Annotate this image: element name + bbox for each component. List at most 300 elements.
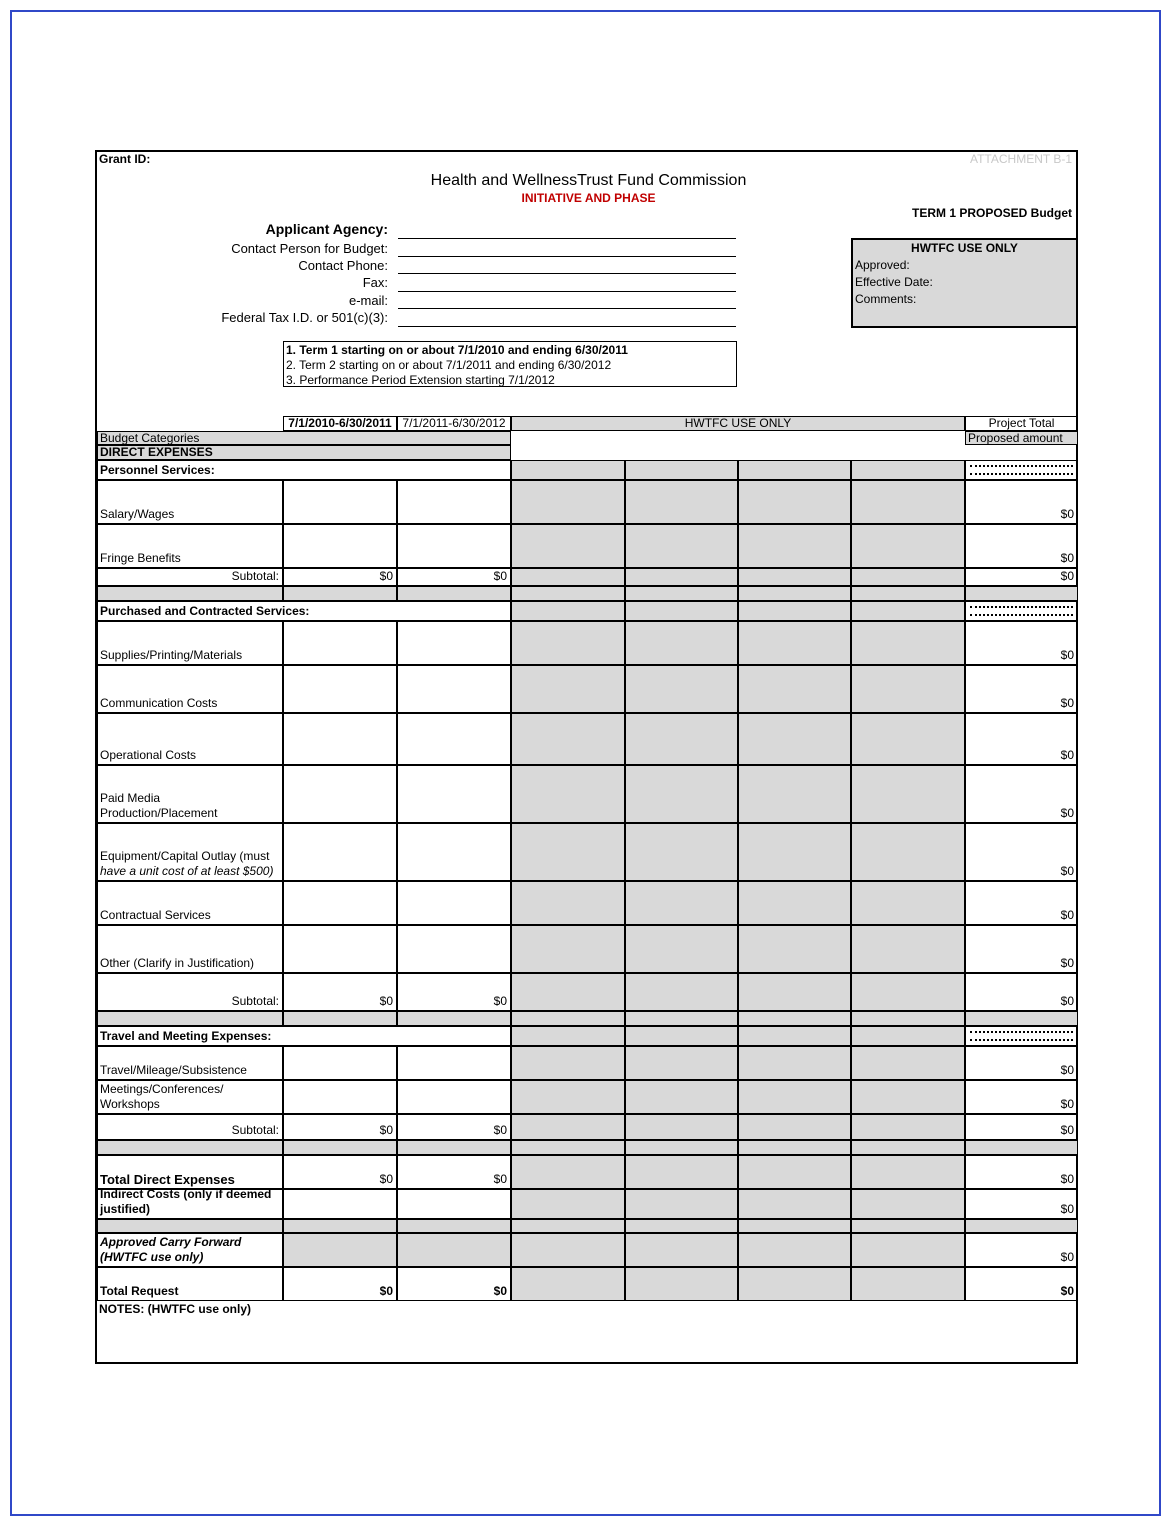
row-fringe-benefits-label-cell <box>97 524 283 568</box>
row-other-hwtfc-1 <box>511 925 625 973</box>
hwtfc-columns-header <box>511 416 965 431</box>
section-personnel <box>97 460 511 480</box>
row-total-request-hwtfc-2 <box>625 1267 738 1301</box>
row-carry-forward-label-line-2: (HWTFC use only) <box>100 1250 204 1264</box>
row-communication-hwtfc-1 <box>511 665 625 713</box>
budget-categories-row <box>97 431 511 445</box>
row-spacer-2-cell-5 <box>738 1011 851 1026</box>
row-indirect-project-total-amount: $0 <box>1060 1202 1074 1216</box>
row-other-label-line-1: Other (Clarify in Justification) <box>100 956 255 970</box>
row-contractual-label-line-1: Contractual Services <box>100 908 211 922</box>
row-total-request-hwtfc-4 <box>851 1267 965 1301</box>
budget-table <box>97 152 1080 1366</box>
row-personnel-subtotal-hwtfc-3 <box>738 568 851 586</box>
row-operational-hwtfc-4 <box>851 713 965 765</box>
row-meetings-project-total <box>965 1080 1078 1114</box>
section-purchased-hwtfc-2 <box>625 601 738 621</box>
budget-form <box>95 150 1078 1364</box>
applicant-agency-label: Applicant Agency: <box>265 221 388 237</box>
row-operational-term2[interactable] <box>397 713 511 765</box>
comments-label: Comments: <box>855 292 917 306</box>
row-paid-media-label <box>100 791 280 821</box>
row-fringe-benefits-hwtfc-4 <box>851 524 965 568</box>
row-supplies-term1[interactable] <box>283 621 397 665</box>
row-communication-label-cell <box>97 665 283 713</box>
row-contractual-label-cell <box>97 881 283 925</box>
section-personnel-hwtfc-2 <box>625 460 738 480</box>
row-purchased-subtotal-project-total-amount: $0 <box>1060 994 1074 1008</box>
row-carry-forward-term1 <box>283 1233 397 1267</box>
row-paid-media-hwtfc-1 <box>511 765 625 823</box>
section-travel-label: Travel and Meeting Expenses: <box>100 1029 272 1043</box>
row-travel-subtotal-project-total-amount: $0 <box>1060 1123 1074 1137</box>
email-label: e-mail: <box>348 293 388 308</box>
row-travel-mileage-hwtfc-1 <box>511 1046 625 1080</box>
row-spacer-1-cell-2 <box>397 586 511 601</box>
row-spacer-1-cell-5 <box>738 586 851 601</box>
row-purchased-subtotal-hwtfc-2 <box>625 973 738 1011</box>
col-term1-header <box>283 416 397 431</box>
row-total-request-label-cell <box>97 1267 283 1301</box>
row-communication-label <box>100 696 280 711</box>
row-carry-forward-hwtfc-1 <box>511 1233 625 1267</box>
row-salary-wages-label-cell <box>97 480 283 524</box>
section-personnel-label: Personnel Services: <box>100 463 215 477</box>
section-purchased-hwtfc-4 <box>851 601 965 621</box>
section-purchased <box>97 601 511 621</box>
proposed-amount-label: Proposed amount <box>968 431 1063 445</box>
row-spacer-4-cell-4 <box>625 1219 738 1233</box>
row-travel-subtotal-term1-amount: $0 <box>379 1123 393 1137</box>
row-spacer-4-cell-2 <box>397 1219 511 1233</box>
row-travel-subtotal-term1 <box>283 1114 397 1140</box>
row-travel-mileage-term2[interactable] <box>397 1046 511 1080</box>
row-spacer-4-cell-6 <box>851 1219 965 1233</box>
row-communication-term2[interactable] <box>397 665 511 713</box>
row-communication-hwtfc-2 <box>625 665 738 713</box>
hwtfc-box-title: HWTFC USE ONLY <box>911 241 1018 255</box>
row-personnel-subtotal-hwtfc-1 <box>511 568 625 586</box>
row-contractual-project-total-amount: $0 <box>1060 908 1074 922</box>
row-paid-media-label-cell <box>97 765 283 823</box>
row-travel-subtotal-hwtfc-3 <box>738 1114 851 1140</box>
row-meetings-project-total-amount: $0 <box>1060 1097 1074 1111</box>
row-meetings-hwtfc-3 <box>738 1080 851 1114</box>
section-purchased-label: Purchased and Contracted Services: <box>100 604 310 618</box>
row-total-request-label-line-1: Total Request <box>100 1284 179 1298</box>
row-salary-wages-hwtfc-4 <box>851 480 965 524</box>
row-meetings-hwtfc-4 <box>851 1080 965 1114</box>
row-supplies-label <box>100 648 280 663</box>
row-operational-hwtfc-3 <box>738 713 851 765</box>
row-spacer-1-cell-1 <box>283 586 397 601</box>
row-meetings-label <box>100 1082 280 1112</box>
row-supplies-hwtfc-2 <box>625 621 738 665</box>
attachment-label: ATTACHMENT B-1 <box>969 152 1072 166</box>
row-indirect-term1[interactable] <box>283 1189 397 1219</box>
row-other-project-total-amount: $0 <box>1060 956 1074 970</box>
row-operational-term1[interactable] <box>283 713 397 765</box>
dotted-pattern <box>970 465 1073 475</box>
row-travel-mileage-hwtfc-2 <box>625 1046 738 1080</box>
contact-phone-label: Contact Phone: <box>298 258 388 273</box>
approved-label: Approved: <box>855 258 910 272</box>
section-personnel-hwtfc-4 <box>851 460 965 480</box>
hwtfc-columns-label: HWTFC USE ONLY <box>684 416 792 430</box>
row-travel-mileage-project-total <box>965 1046 1078 1080</box>
row-supplies-hwtfc-1 <box>511 621 625 665</box>
row-meetings-label-line-2: Workshops <box>100 1097 160 1111</box>
row-travel-subtotal-hwtfc-2 <box>625 1114 738 1140</box>
row-meetings-term1[interactable] <box>283 1080 397 1114</box>
row-salary-wages-label <box>100 507 280 522</box>
row-equipment-label-line-1: Equipment/Capital Outlay (must <box>100 849 270 863</box>
row-personnel-subtotal-term1-amount: $0 <box>379 569 393 583</box>
row-contractual-hwtfc-1 <box>511 881 625 925</box>
row-paid-media-hwtfc-3 <box>738 765 851 823</box>
row-travel-mileage-hwtfc-3 <box>738 1046 851 1080</box>
effective-date-label: Effective Date: <box>855 275 933 289</box>
row-paid-media-project-total-amount: $0 <box>1060 806 1074 820</box>
row-spacer-1-cell-4 <box>625 586 738 601</box>
row-total-direct-project-total <box>965 1155 1078 1189</box>
row-total-direct-hwtfc-3 <box>738 1155 851 1189</box>
row-indirect-hwtfc-4 <box>851 1189 965 1219</box>
form-title: Health and WellnessTrust Fund Commission <box>430 172 747 189</box>
row-fringe-benefits-label <box>100 551 280 566</box>
row-paid-media-label-line-1: Paid Media <box>100 791 161 805</box>
row-salary-wages-project-total <box>965 480 1078 524</box>
row-equipment-label <box>100 849 280 879</box>
row-paid-media-term2[interactable] <box>397 765 511 823</box>
row-purchased-subtotal-label: Subtotal: <box>231 994 279 1008</box>
row-salary-wages-project-total-amount: $0 <box>1060 507 1074 521</box>
row-personnel-subtotal-term1 <box>283 568 397 586</box>
row-personnel-subtotal-term2 <box>397 568 511 586</box>
row-travel-mileage-label-cell <box>97 1046 283 1080</box>
row-total-request-hwtfc-3 <box>738 1267 851 1301</box>
row-fringe-benefits-hwtfc-2 <box>625 524 738 568</box>
row-meetings-term2[interactable] <box>397 1080 511 1114</box>
row-fringe-benefits-hwtfc-1 <box>511 524 625 568</box>
row-contractual-project-total <box>965 881 1078 925</box>
row-paid-media-hwtfc-2 <box>625 765 738 823</box>
row-travel-subtotal-label: Subtotal: <box>231 1123 279 1137</box>
row-spacer-2-cell-0 <box>97 1011 283 1026</box>
row-operational-project-total-amount: $0 <box>1060 748 1074 762</box>
row-communication-hwtfc-4 <box>851 665 965 713</box>
term-3: 3. Performance Period Extension starting 7/1/2012 <box>286 373 555 387</box>
row-meetings-hwtfc-1 <box>511 1080 625 1114</box>
section-travel <box>97 1026 511 1046</box>
row-travel-mileage-label <box>100 1063 280 1078</box>
section-purchased-hwtfc-3 <box>738 601 851 621</box>
row-travel-mileage-label-line-1: Travel/Mileage/Subsistence <box>100 1063 247 1077</box>
row-spacer-2-cell-2 <box>397 1011 511 1026</box>
row-personnel-subtotal-term2-amount: $0 <box>493 569 507 583</box>
row-paid-media-hwtfc-4 <box>851 765 965 823</box>
row-supplies-project-total <box>965 621 1078 665</box>
row-travel-subtotal-term2-amount: $0 <box>493 1123 507 1137</box>
row-indirect-hwtfc-1 <box>511 1189 625 1219</box>
row-contractual-hwtfc-4 <box>851 881 965 925</box>
row-communication-label-line-1: Communication Costs <box>100 696 218 710</box>
row-contractual-term1[interactable] <box>283 881 397 925</box>
row-contractual-hwtfc-2 <box>625 881 738 925</box>
row-operational-label <box>100 748 280 763</box>
row-purchased-subtotal-hwtfc-1 <box>511 973 625 1011</box>
row-spacer-4-cell-7 <box>965 1219 1078 1233</box>
row-travel-subtotal-hwtfc-4 <box>851 1114 965 1140</box>
contact-person-label: Contact Person for Budget: <box>231 241 388 256</box>
row-communication-project-total <box>965 665 1078 713</box>
row-carry-forward-hwtfc-4 <box>851 1233 965 1267</box>
row-spacer-3-cell-3 <box>511 1140 625 1155</box>
term-1: 1. Term 1 starting on or about 7/1/2010 and ending 6/30/2011 <box>286 343 628 357</box>
row-other-term2[interactable] <box>397 925 511 973</box>
row-spacer-4-cell-1 <box>283 1219 397 1233</box>
row-total-direct-label-line-1: Total Direct Expenses <box>100 1172 235 1187</box>
row-indirect-label-line-1: Indirect Costs (only if deemed <box>100 1187 272 1201</box>
row-other-hwtfc-4 <box>851 925 965 973</box>
row-spacer-3-cell-4 <box>625 1140 738 1155</box>
row-total-request-term1 <box>283 1267 397 1301</box>
row-communication-term1[interactable] <box>283 665 397 713</box>
row-supplies-term2[interactable] <box>397 621 511 665</box>
row-total-direct-hwtfc-2 <box>625 1155 738 1189</box>
row-other-label <box>100 956 280 971</box>
row-fringe-benefits-hwtfc-3 <box>738 524 851 568</box>
row-paid-media-label-line-2: Production/Placement <box>100 806 218 820</box>
row-indirect-hwtfc-3 <box>738 1189 851 1219</box>
row-indirect-hwtfc-2 <box>625 1189 738 1219</box>
row-salary-wages-hwtfc-2 <box>625 480 738 524</box>
row-purchased-subtotal-hwtfc-4 <box>851 973 965 1011</box>
proposed-amount-header <box>965 431 1078 445</box>
row-total-request-term1-amount: $0 <box>379 1284 393 1298</box>
row-communication-hwtfc-3 <box>738 665 851 713</box>
row-other-hwtfc-3 <box>738 925 851 973</box>
fax-label: Fax: <box>362 275 388 290</box>
notes-label: NOTES: (HWTFC use only) <box>99 1302 251 1316</box>
section-personnel-hwtfc-1 <box>511 460 625 480</box>
row-total-request-term2 <box>397 1267 511 1301</box>
row-equipment-hwtfc-4 <box>851 823 965 881</box>
row-carry-forward-label-line-1: Approved Carry Forward <box>100 1235 242 1249</box>
row-spacer-4-cell-0 <box>97 1219 283 1233</box>
row-operational-label-cell <box>97 713 283 765</box>
row-total-request-label <box>100 1284 280 1299</box>
row-personnel-subtotal-project-total <box>965 568 1078 586</box>
col-term2-label: 7/1/2011-6/30/2012 <box>402 416 506 430</box>
section-personnel-hwtfc-3 <box>738 460 851 480</box>
direct-expenses-row <box>97 445 511 460</box>
col-term1-label: 7/1/2010-6/30/2011 <box>288 416 392 430</box>
row-meetings-label-cell <box>97 1080 283 1114</box>
row-purchased-subtotal-hwtfc-3 <box>738 973 851 1011</box>
row-other-hwtfc-2 <box>625 925 738 973</box>
row-total-direct-term2 <box>397 1155 511 1189</box>
row-spacer-1-cell-0 <box>97 586 283 601</box>
row-travel-mileage-term1[interactable] <box>283 1046 397 1080</box>
row-meetings-label-line-1: Meetings/Conferences/ <box>100 1082 224 1096</box>
row-travel-mileage-hwtfc-4 <box>851 1046 965 1080</box>
row-spacer-1-cell-3 <box>511 586 625 601</box>
dotted-pattern <box>970 606 1073 616</box>
tax-id-label: Federal Tax I.D. or 501(c)(3): <box>221 310 388 325</box>
row-paid-media-term1[interactable] <box>283 765 397 823</box>
row-purchased-subtotal-term2-amount: $0 <box>493 994 507 1008</box>
row-meetings-hwtfc-2 <box>625 1080 738 1114</box>
row-purchased-subtotal-term1-amount: $0 <box>379 994 393 1008</box>
section-personnel-total <box>965 460 1078 480</box>
row-spacer-2-cell-1 <box>283 1011 397 1026</box>
section-travel-hwtfc-4 <box>851 1026 965 1046</box>
row-fringe-benefits-label-line-1: Fringe Benefits <box>100 551 181 565</box>
row-carry-forward-label <box>100 1235 280 1265</box>
row-total-direct-label-cell <box>97 1155 283 1189</box>
row-salary-wages-hwtfc-1 <box>511 480 625 524</box>
row-salary-wages-term1[interactable] <box>283 480 397 524</box>
row-salary-wages-term2[interactable] <box>397 480 511 524</box>
dotted-pattern <box>970 1031 1073 1041</box>
row-supplies-label-line-1: Supplies/Printing/Materials <box>100 648 243 662</box>
row-travel-subtotal-project-total <box>965 1114 1078 1140</box>
row-supplies-hwtfc-4 <box>851 621 965 665</box>
row-communication-project-total-amount: $0 <box>1060 696 1074 710</box>
row-contractual-label <box>100 908 280 923</box>
row-indirect-term2[interactable] <box>397 1189 511 1219</box>
row-spacer-1-cell-7 <box>965 586 1078 601</box>
row-travel-subtotal-term2 <box>397 1114 511 1140</box>
row-carry-forward-project-total-amount: $0 <box>1060 1250 1074 1264</box>
row-spacer-3-cell-5 <box>738 1140 851 1155</box>
row-travel-subtotal-hwtfc-1 <box>511 1114 625 1140</box>
row-equipment-term2[interactable] <box>397 823 511 881</box>
section-purchased-total <box>965 601 1078 621</box>
row-supplies-hwtfc-3 <box>738 621 851 665</box>
row-spacer-2-cell-7 <box>965 1011 1078 1026</box>
row-carry-forward-hwtfc-3 <box>738 1233 851 1267</box>
row-total-direct-term1 <box>283 1155 397 1189</box>
section-travel-hwtfc-1 <box>511 1026 625 1046</box>
row-equipment-project-total-amount: $0 <box>1060 864 1074 878</box>
row-supplies-project-total-amount: $0 <box>1060 648 1074 662</box>
row-personnel-subtotal-hwtfc-4 <box>851 568 965 586</box>
row-purchased-subtotal-term1 <box>283 973 397 1011</box>
row-carry-forward-hwtfc-2 <box>625 1233 738 1267</box>
row-salary-wages-hwtfc-3 <box>738 480 851 524</box>
row-spacer-2-cell-3 <box>511 1011 625 1026</box>
row-equipment-project-total <box>965 823 1078 881</box>
section-travel-total <box>965 1026 1078 1046</box>
row-purchased-subtotal-label-cell <box>97 973 283 1011</box>
row-personnel-subtotal-hwtfc-2 <box>625 568 738 586</box>
row-other-term1[interactable] <box>283 925 397 973</box>
row-other-label-cell <box>97 925 283 973</box>
row-spacer-3-cell-7 <box>965 1140 1078 1155</box>
row-spacer-3-cell-6 <box>851 1140 965 1155</box>
row-indirect-label <box>100 1187 280 1217</box>
row-purchased-subtotal-term2 <box>397 973 511 1011</box>
row-operational-hwtfc-2 <box>625 713 738 765</box>
row-indirect-project-total <box>965 1189 1078 1219</box>
row-equipment-hwtfc-2 <box>625 823 738 881</box>
row-spacer-3-cell-2 <box>397 1140 511 1155</box>
row-fringe-benefits-term2[interactable] <box>397 524 511 568</box>
row-operational-project-total <box>965 713 1078 765</box>
row-spacer-3-cell-1 <box>283 1140 397 1155</box>
project-total-header <box>965 416 1078 431</box>
row-spacer-1-cell-6 <box>851 586 965 601</box>
row-indirect-label-cell <box>97 1189 283 1219</box>
row-total-request-term2-amount: $0 <box>493 1284 507 1298</box>
row-equipment-hwtfc-1 <box>511 823 625 881</box>
row-contractual-term2[interactable] <box>397 881 511 925</box>
row-personnel-subtotal-label-cell <box>97 568 283 586</box>
row-total-direct-term2-amount: $0 <box>493 1172 507 1186</box>
project-total-label: Project Total <box>988 416 1055 430</box>
row-spacer-2-cell-6 <box>851 1011 965 1026</box>
row-contractual-hwtfc-3 <box>738 881 851 925</box>
row-indirect-label-line-2: justified) <box>100 1202 150 1216</box>
row-fringe-benefits-project-total <box>965 524 1078 568</box>
row-total-direct-label <box>100 1172 280 1187</box>
col-term2-header <box>397 416 511 431</box>
row-spacer-4-cell-5 <box>738 1219 851 1233</box>
row-equipment-label-line-2: have a unit cost of at least $500) <box>100 864 274 878</box>
form-subtitle: INITIATIVE AND PHASE <box>521 191 656 205</box>
row-carry-forward-label-cell <box>97 1233 283 1267</box>
row-salary-wages-label-line-1: Salary/Wages <box>100 507 175 521</box>
row-total-direct-term1-amount: $0 <box>379 1172 393 1186</box>
row-operational-label-line-1: Operational Costs <box>100 748 197 762</box>
grant-id-label: Grant ID: <box>99 152 151 166</box>
row-carry-forward-project-total <box>965 1233 1078 1267</box>
term-label: TERM 1 PROPOSED Budget <box>911 206 1072 220</box>
row-total-direct-project-total-amount: $0 <box>1060 1172 1074 1186</box>
row-equipment-term1[interactable] <box>283 823 397 881</box>
row-other-project-total <box>965 925 1078 973</box>
section-purchased-hwtfc-1 <box>511 601 625 621</box>
term-2: 2. Term 2 starting on or about 7/1/2011 and ending 6/30/2012 <box>286 358 612 372</box>
row-personnel-subtotal-label: Subtotal: <box>231 569 279 583</box>
row-total-request-project-total-amount: $0 <box>1060 1284 1074 1298</box>
row-purchased-subtotal-project-total <box>965 973 1078 1011</box>
row-travel-subtotal-label-cell <box>97 1114 283 1140</box>
row-fringe-benefits-term1[interactable] <box>283 524 397 568</box>
row-total-request-hwtfc-1 <box>511 1267 625 1301</box>
direct-expenses-label: DIRECT EXPENSES <box>100 445 213 459</box>
row-equipment-label-cell <box>97 823 283 881</box>
row-spacer-3-cell-0 <box>97 1140 283 1155</box>
row-total-direct-hwtfc-1 <box>511 1155 625 1189</box>
row-paid-media-project-total <box>965 765 1078 823</box>
row-travel-mileage-project-total-amount: $0 <box>1060 1063 1074 1077</box>
budget-categories-label: Budget Categories <box>100 431 200 445</box>
row-equipment-hwtfc-3 <box>738 823 851 881</box>
row-spacer-4-cell-3 <box>511 1219 625 1233</box>
row-total-direct-hwtfc-4 <box>851 1155 965 1189</box>
section-travel-hwtfc-2 <box>625 1026 738 1046</box>
row-total-request-project-total <box>965 1267 1078 1301</box>
section-travel-hwtfc-3 <box>738 1026 851 1046</box>
row-carry-forward-term2 <box>397 1233 511 1267</box>
row-personnel-subtotal-project-total-amount: $0 <box>1060 569 1074 583</box>
row-supplies-label-cell <box>97 621 283 665</box>
row-operational-hwtfc-1 <box>511 713 625 765</box>
row-spacer-2-cell-4 <box>625 1011 738 1026</box>
